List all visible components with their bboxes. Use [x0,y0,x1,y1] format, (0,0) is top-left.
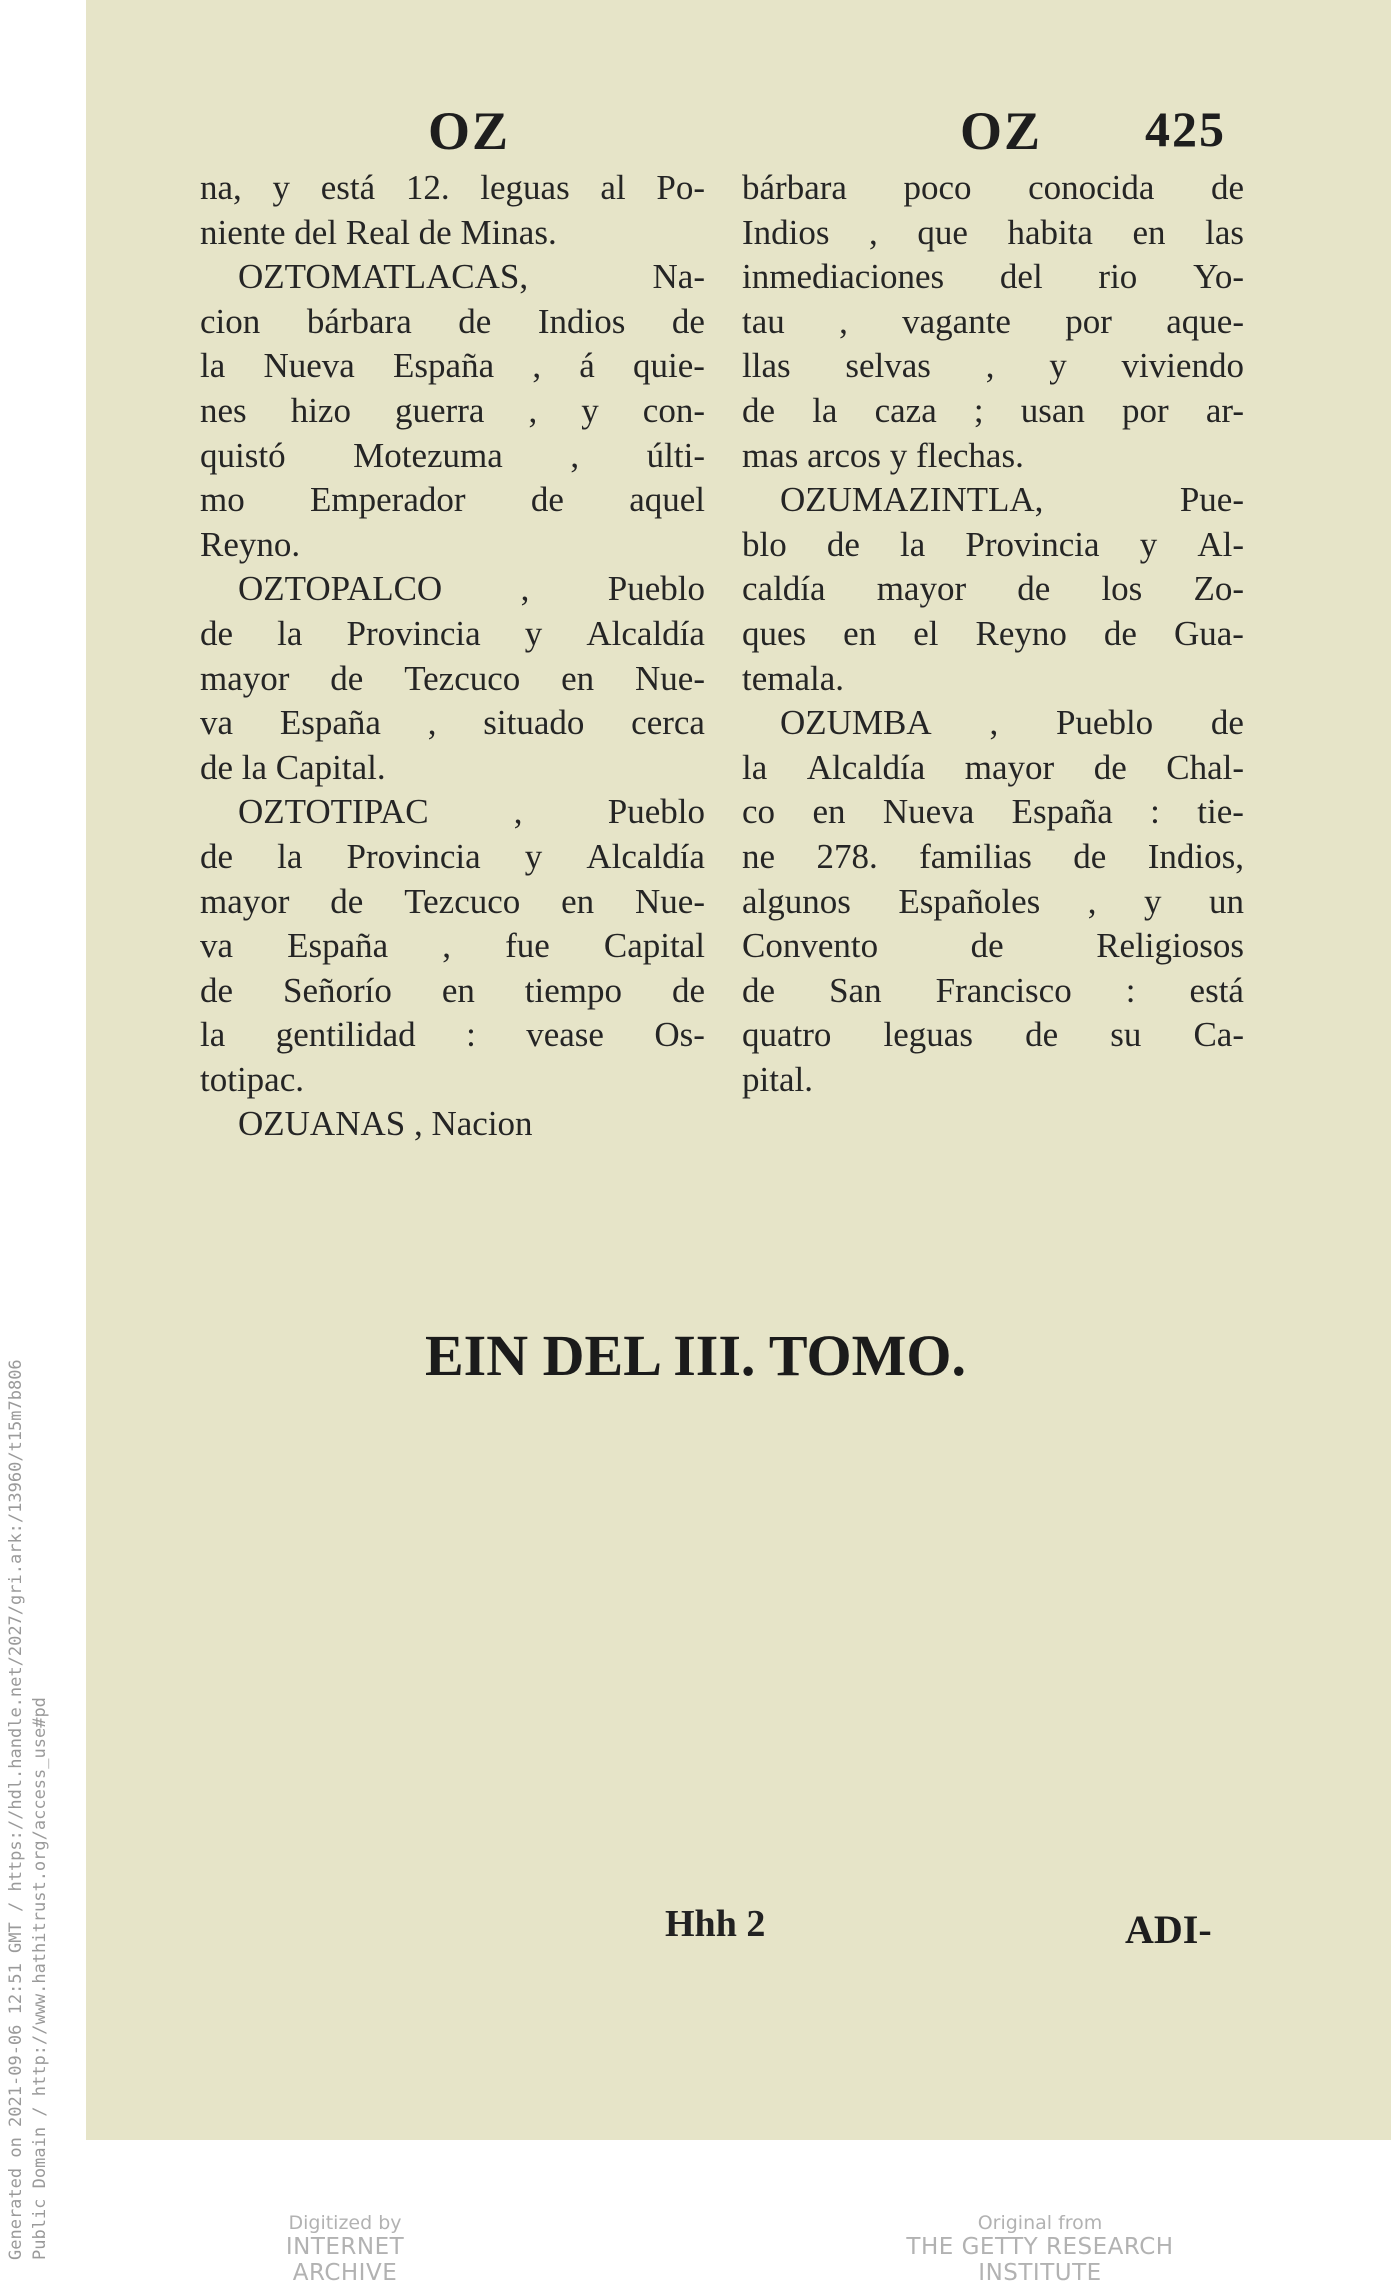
watermark-line-2: Public Domain / http://www.hathitrust.org/access_use#pd [30,1697,50,2260]
text-line: co en Nueva España : tie- [742,792,1244,832]
text-line: bárbara poco conocida de [742,168,1244,207]
text-line: de Señorío en tiempo de [200,970,705,1010]
running-head-right: OZ [960,101,1043,161]
footer-original-label: Original from [977,2212,1103,2234]
text-line: Reyno. [200,524,301,564]
text-line: de la Provincia y Alcaldía [200,613,705,653]
text-line: mayor de Tezcuco en Nue- [200,658,705,698]
text-line: mayor de Tezcuco en Nue- [200,881,705,921]
text-line: quistó Motezuma , últi- [200,435,705,475]
text-line: ques en el Reyno de Gua- [742,613,1244,653]
text-line: OZTOTIPAC , Pueblo [238,792,705,832]
text-line: mas arcos y flechas. [742,435,1024,475]
text-line: OZUMBA , Pueblo de [780,703,1244,743]
text-line: na, y está 12. leguas al Po- [200,168,705,207]
text-line: cion bárbara de Indios de [200,301,705,341]
text-line: temala. [742,658,845,698]
text-line: totipac. [200,1059,304,1099]
text-line: inmediaciones del rio Yo- [742,257,1244,297]
text-line: llas selvas , y viviendo [742,346,1244,386]
page-number: 425 [1145,101,1226,157]
text-line: de la Capital. [200,747,386,787]
text-line: va España , fue Capital [200,926,705,966]
text-line: Indios , que habita en las [742,212,1244,252]
text-line: la Alcaldía mayor de Chal- [742,747,1244,787]
text-line: la gentilidad : vease Os- [200,1015,705,1055]
text-line: de San Francisco : está [742,970,1244,1010]
text-line: OZUANAS , Nacion [238,1104,533,1144]
text-line: caldía mayor de los Zo- [742,569,1244,609]
text-line: pital. [742,1059,813,1099]
footer-getty: THE GETTY RESEARCH INSTITUTE [906,2234,1174,2286]
text-line: mo Emperador de aquel [200,480,705,520]
footer-internet-archive: INTERNET ARCHIVE [285,2234,405,2286]
text-line: va España , situado cerca [200,703,705,743]
running-head-left: OZ [428,101,511,161]
right-column [742,166,1244,1102]
catchword: ADI- [1125,1907,1212,1952]
watermark-line-1: Generated on 2021-09-06 12:51 GMT / https://hdl.handle.net/2027/gri.ark:/13960/t15m7b806 [6,1359,26,2260]
footer-digitized-by [240,2212,450,2286]
text-line: blo de la Provincia y Al- [742,524,1244,564]
footer-digitized-label: Digitized by [288,2212,402,2234]
text-line: quatro leguas de su Ca- [742,1015,1244,1055]
end-of-volume-title: EIN DEL III. TOMO. [425,1323,966,1388]
text-line: OZTOPALCO , Pueblo [238,569,705,609]
signature-mark: Hhh 2 [665,1903,766,1945]
text-line: de la caza ; usan por ar- [742,390,1244,430]
text-line: OZUMAZINTLA, Pue- [780,480,1244,520]
text-line: la Nueva España , á quie- [200,346,705,386]
footer-original-from [850,2212,1230,2286]
text-line: Convento de Religiosos [742,926,1244,966]
text-line: niente del Real de Minas. [200,212,557,252]
text-line: de la Provincia y Alcaldía [200,836,705,876]
text-line: OZTOMATLACAS, Na- [238,257,705,297]
text-line: ne 278. familias de Indios, [742,836,1244,876]
text-line: tau , vagante por aque- [742,301,1244,341]
text-line: algunos Españoles , y un [742,881,1244,921]
text-line: nes hizo guerra , y con- [200,390,705,430]
left-column [200,166,705,1147]
